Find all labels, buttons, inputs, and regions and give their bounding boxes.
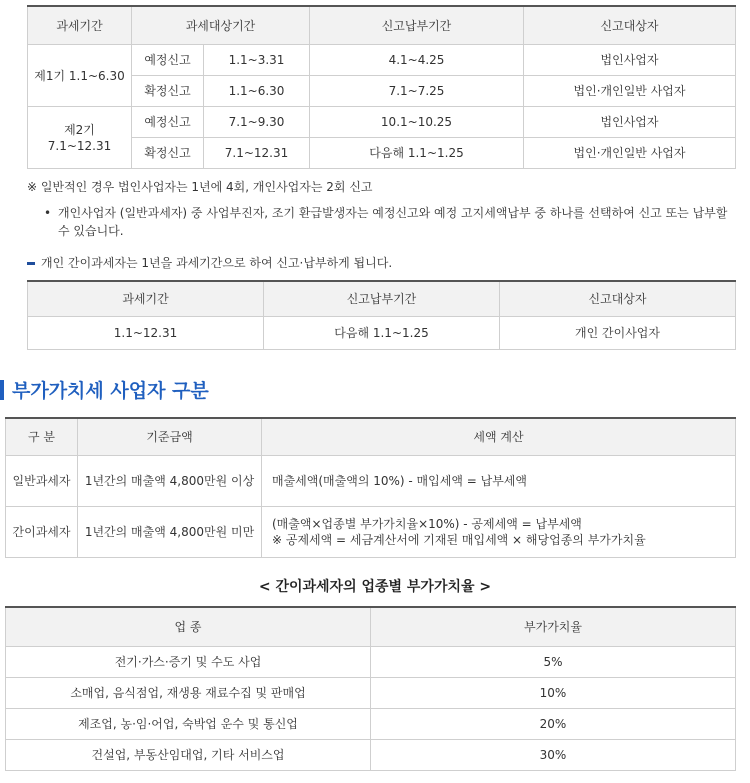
header-filing-period: 신고납부기간 xyxy=(264,281,500,317)
table-row xyxy=(6,678,736,709)
table-row xyxy=(28,107,736,138)
rate: 5% xyxy=(371,647,736,678)
period-label: 제1기 1.1~6.30 xyxy=(28,45,132,107)
rate: 20% xyxy=(371,709,736,740)
period-label: 제2기 7.1~12.31 xyxy=(28,107,132,169)
filing-target: 법인사업자 xyxy=(524,45,736,76)
taxpayer-type: 일반과세자 xyxy=(6,456,78,507)
taxable-range: 1.1~3.31 xyxy=(204,45,310,76)
tax-calc: 매출세액(매출액의 10%) - 매입세액 = 납부세액 xyxy=(262,456,736,507)
threshold: 1년간의 매출액 4,800만원 이상 xyxy=(78,456,262,507)
rate: 10% xyxy=(371,678,736,709)
filing-period: 4.1~4.25 xyxy=(310,45,524,76)
rate-table-title: < 간이과세자의 업종별 부가가치율 > xyxy=(258,579,492,595)
tax-calc: (매출액×업종별 부가가치율×10%) - 공제세액 = 납부세액 ※ 공제세액 = 세금계산서에 기재된 매입세액 × 해당업종의 부가가치율 xyxy=(262,507,736,558)
header-filing-target: 신고대상자 xyxy=(524,6,736,45)
table-row xyxy=(28,76,736,107)
section-bar-icon xyxy=(0,380,4,400)
industry: 소매업, 음식점업, 재생용 재료수집 및 판매업 xyxy=(6,678,371,709)
header-industry: 업 종 xyxy=(6,607,371,647)
filing-period: 다음해 1.1~1.25 xyxy=(310,138,524,169)
note-simplified-taxpayer xyxy=(27,254,392,272)
filing-target: 개인 간이사업자 xyxy=(500,317,736,350)
section-title: 부가가치세 사업자 구분 xyxy=(0,378,209,404)
taxable-range: 1.1~6.30 xyxy=(204,76,310,107)
header-filing-period: 신고납부기간 xyxy=(310,6,524,45)
note-text: 개인 간이과세자는 1년을 과세기간으로 하여 신고·납부하게 됩니다. xyxy=(41,256,393,270)
header-tax-period: 과세기간 xyxy=(28,281,264,317)
filing-period: 다음해 1.1~1.25 xyxy=(264,317,500,350)
taxpayer-type: 간이과세자 xyxy=(6,507,78,558)
header-category: 구 분 xyxy=(6,418,78,456)
filing-type: 확정신고 xyxy=(132,76,204,107)
table-row xyxy=(28,45,736,76)
taxable-range: 7.1~12.31 xyxy=(204,138,310,169)
dash-icon xyxy=(27,262,35,265)
header-taxable-period: 과세대상기간 xyxy=(132,6,310,45)
table-row xyxy=(6,507,736,558)
threshold: 1년간의 매출액 4,800만원 미만 xyxy=(78,507,262,558)
table-row xyxy=(6,709,736,740)
filing-type: 예정신고 xyxy=(132,107,204,138)
filing-type: 예정신고 xyxy=(132,45,204,76)
filing-type: 확정신고 xyxy=(132,138,204,169)
table-row xyxy=(6,740,736,771)
tax-period: 1.1~12.31 xyxy=(28,317,264,350)
simplified-schedule-table xyxy=(27,280,736,350)
table-row xyxy=(28,317,736,350)
rate: 30% xyxy=(371,740,736,771)
table-row xyxy=(6,456,736,507)
taxable-range: 7.1~9.30 xyxy=(204,107,310,138)
table-row xyxy=(28,138,736,169)
industry: 건설업, 부동산임대업, 기타 서비스업 xyxy=(6,740,371,771)
note-filing-frequency: ※ 일반적인 경우 법인사업자는 1년에 4회, 개인사업자는 2회 신고 xyxy=(27,180,373,194)
header-tax-period: 과세기간 xyxy=(28,6,132,45)
bullet-icon: • xyxy=(44,206,52,220)
filing-target: 법인사업자 xyxy=(524,107,736,138)
table-row xyxy=(6,647,736,678)
header-threshold: 기준금액 xyxy=(78,418,262,456)
industry: 제조업, 농·임·어업, 숙박업 운수 및 통신업 xyxy=(6,709,371,740)
industry: 전기·가스·증기 및 수도 사업 xyxy=(6,647,371,678)
value-added-rate-table xyxy=(5,606,736,771)
filing-schedule-table xyxy=(27,5,736,169)
note-individual-option xyxy=(44,204,734,240)
filing-target: 법인·개인일반 사업자 xyxy=(524,138,736,169)
filing-period: 10.1~10.25 xyxy=(310,107,524,138)
note-text: 개인사업자 (일반과세자) 중 사업부진자, 조기 환급발생자는 예정신고와 예정 고지세액납부 중 하나를 선택하여 신고 또는 납부할 수 있습니다. xyxy=(58,206,728,238)
filing-period: 7.1~7.25 xyxy=(310,76,524,107)
filing-target: 법인·개인일반 사업자 xyxy=(524,76,736,107)
header-tax-calc: 세액 계산 xyxy=(262,418,736,456)
header-rate: 부가가치율 xyxy=(371,607,736,647)
header-filing-target: 신고대상자 xyxy=(500,281,736,317)
taxpayer-type-table xyxy=(5,417,736,558)
